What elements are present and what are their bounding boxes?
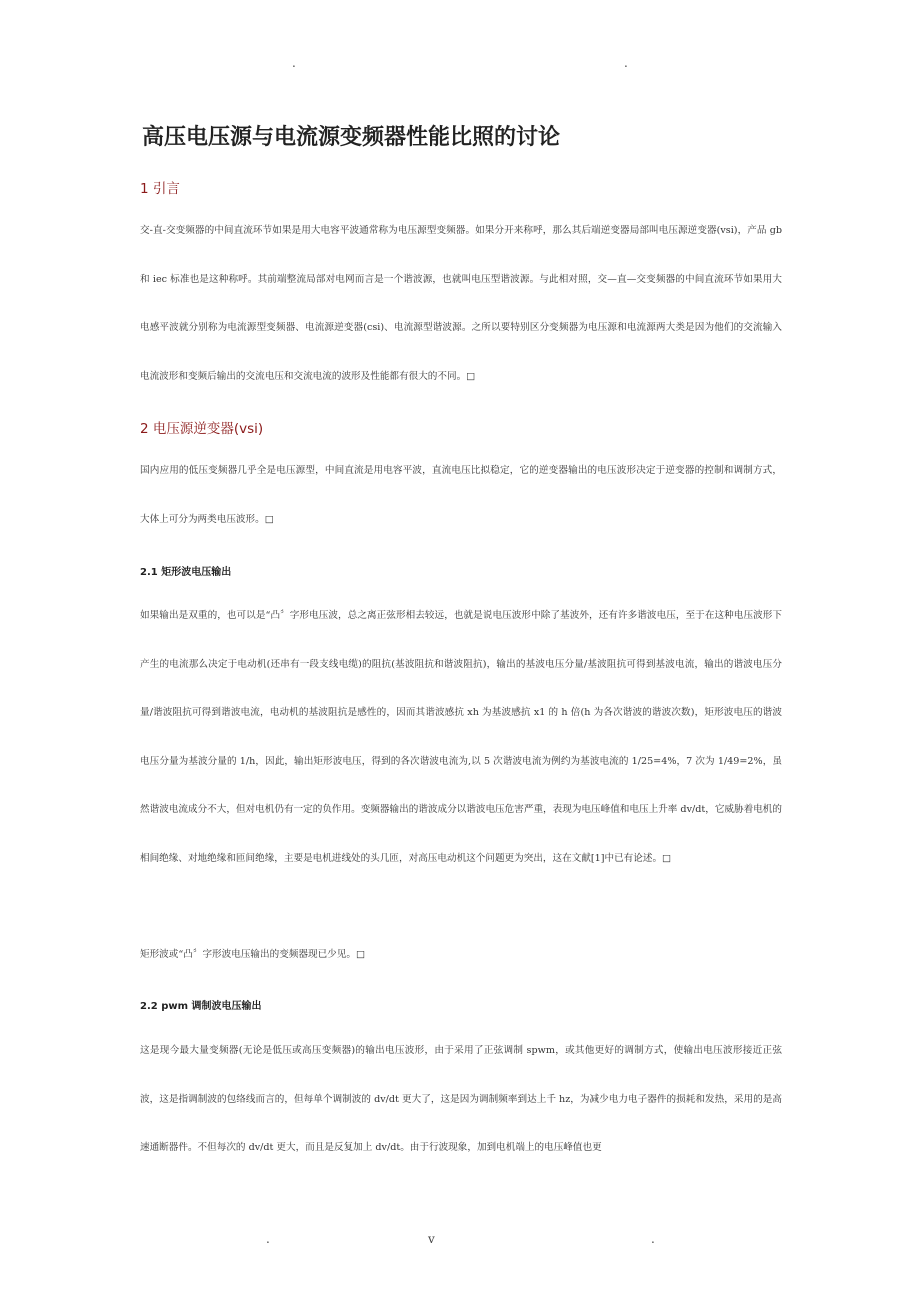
document-title: 高压电压源与电流源变频器性能比照的讨论 [142,124,561,150]
paragraph-vsi: 国内应用的低压变频器几乎全是电压源型，中间直流是用电容平波，直流电压比拟稳定，它的逆变器输出的电压波形决定于逆变器的控制和调制方式，大体上可分为两类电压波形。□ [140,465,782,525]
subsection-heading-rect: 2.1 矩形波电压输出 [140,567,232,578]
footer-right-mark: . [651,1232,655,1246]
footer-left-mark: . [266,1232,270,1246]
paragraph-pwm: 这是现今最大量变频器(无论是低压或高压变频器)的输出电压波形，由于采用了正弦调制 spwm，或其他更好的调制方式，使输出电压波形接近正弦波，这是指调制波的包络线而言的，但每单个调制波的 dv/dt 更大了，这是因为调制频率到达上千 hz，为减少电力电子器件的损耗和发热，采用的是高速通断器件。不但每次的 dv/dt 更大，而且是反复加上 dv/dt。由于行波现象，加到电机端上的电压峰值也更 [140,1045,782,1153]
paragraph-rect-1: 如果输出是双重的，也可以是“凸〞字形电压波，总之离正弦形相去较远，也就是说电压波形中除了基波外，还有许多谐波电压，至于在这种电压波形下产生的电流那么决定于电动机(还串有一段支线电缆)的阻抗(基波阻抗和谐波阻抗)，输出的基波电压分量/基波阻抗可得到基波电流，输出的谐波电压分量/谐波阻抗可得到谐波电流，电动机的基波阻抗是感性的，因而其谐波感抗 xh 为基波感抗 x1 的 h 倍(h 为各次谐波的谐波次数)，矩形波电压的谐波电压分量为基波分量的 1/h，因此，输出矩形波电压，得到的各次谐波电流为,以 5 次谐波电流为例约为基波电流的 1/25=4%，7 次为 1/49=2%，虽然谐波电流成分不大，但对电机仍有一定的负作用。变频器输出的谐波成分以谐波电压危害严重，表现为电压峰值和电压上升率 dv/dt，它威胁着电机的相间绝缘、对地绝缘和匝间绝缘，主要是电机进线处的头几匝，对高压电动机这个问题更为突出，这在文献[1]中已有论述。□ [140,610,782,864]
footer-center-mark: v [428,1232,435,1246]
header-left-mark: . [292,56,296,70]
section-heading-intro: 1 引言 [140,181,180,197]
header-right-mark: . [624,56,628,70]
section-heading-vsi: 2 电压源逆变器(vsi) [140,421,264,437]
subsection-heading-pwm: 2.2 pwm 调制波电压输出 [140,1001,262,1012]
paragraph-rect-2: 矩形波或“凸〞字形波电压输出的变频器现已少见。□ [140,949,366,960]
paragraph-intro: 交-直-交变频器的中间直流环节如果是用大电容平波通常称为电压源型变频器。如果分开来称呼，那么其后端逆变器局部叫电压源逆变器(vsi)，产品 gb 和 iec 标准也是这种称呼。其前端整流局部对电网而言是一个谐波源，也就叫电压型谐波源。与此相对照，交—直—交变频器的中间直流环节如果用大电感平波就分别称为电流源型变频器、电流源逆变器(csi)、电流源型谐波源。之所以要特别区分变频器为电压源和电流源两大类是因为他们的交流输入电流波形和变频后输出的交流电压和交流电流的波形及性能都有很大的不同。□ [140,225,782,382]
